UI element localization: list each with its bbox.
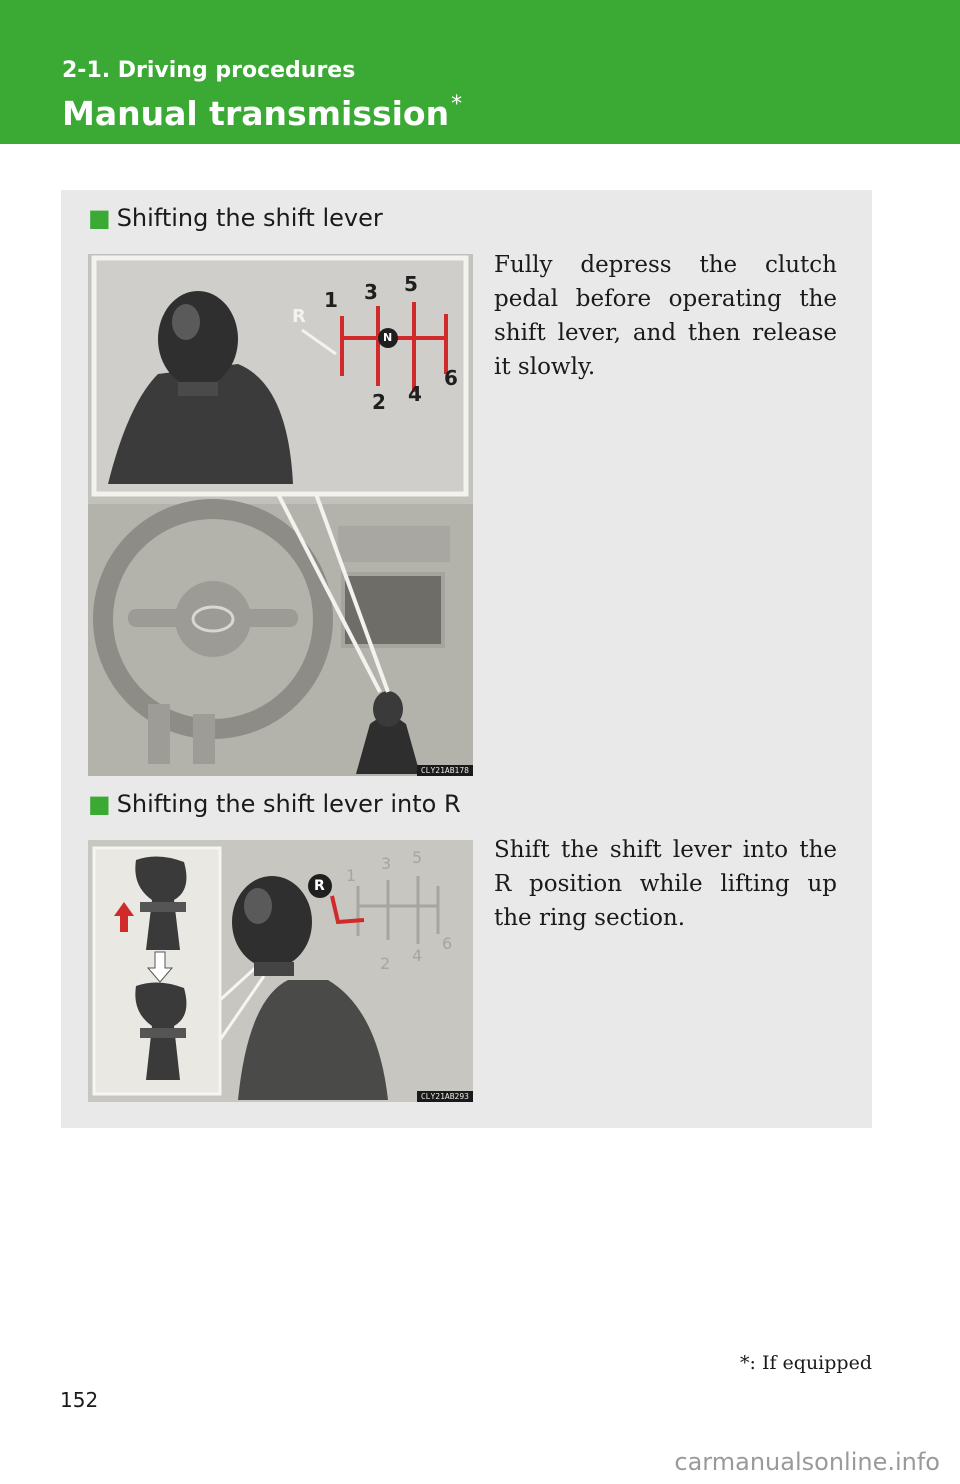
gear-label: 5 (404, 272, 418, 296)
watermark: carmanualsonline.info (674, 1448, 940, 1476)
gear-label: 2 (380, 954, 391, 973)
gear-label: R (314, 878, 325, 894)
gear-label: 4 (412, 946, 423, 965)
content-panel (61, 190, 872, 1128)
gear-label: 5 (412, 848, 423, 867)
instruction-text: Shift the shift lever into the R position while lifting up the ring section. (494, 837, 837, 931)
gear-label: 6 (442, 934, 453, 953)
image-code: CLY21AB293 (417, 1091, 473, 1102)
heading-square-icon: ■ (88, 204, 111, 232)
gear-label: N (383, 331, 393, 344)
heading-square-icon: ■ (88, 790, 111, 818)
page-number: 152 (60, 1388, 99, 1412)
page-title-text: Manual transmission (62, 94, 450, 133)
section-label: 2-1. Driving procedures (62, 58, 356, 83)
gear-label: 2 (372, 390, 386, 414)
reverse-shifter-drawing (88, 840, 473, 1102)
subheading-text: Shifting the shift lever into R (116, 790, 461, 818)
reverse-shift-illustration (88, 840, 473, 1102)
gear-label: 6 (444, 366, 458, 390)
footnote: *: If equipped (740, 1352, 872, 1374)
shift-lever-illustration (88, 254, 473, 776)
instruction-text: Fully depress the clutch pedal before operating the shift lever, and then release it slowly. (494, 252, 837, 380)
gear-label: 3 (364, 280, 378, 304)
dashboard-shifter-drawing (88, 254, 473, 776)
gear-label: R (292, 306, 306, 327)
gear-label: 4 (408, 382, 422, 406)
subheading-text: Shifting the shift lever (116, 204, 383, 232)
gear-label: 1 (324, 288, 338, 312)
subheading-shifting-lever (88, 204, 383, 232)
page-title (62, 92, 462, 133)
chapter-header (0, 0, 960, 144)
if-equipped-mark: * (451, 92, 463, 117)
image-code: CLY21AB178 (417, 765, 473, 776)
gear-label: 3 (381, 854, 392, 873)
gear-label: 1 (346, 866, 357, 885)
subheading-shift-into-r (88, 790, 461, 818)
